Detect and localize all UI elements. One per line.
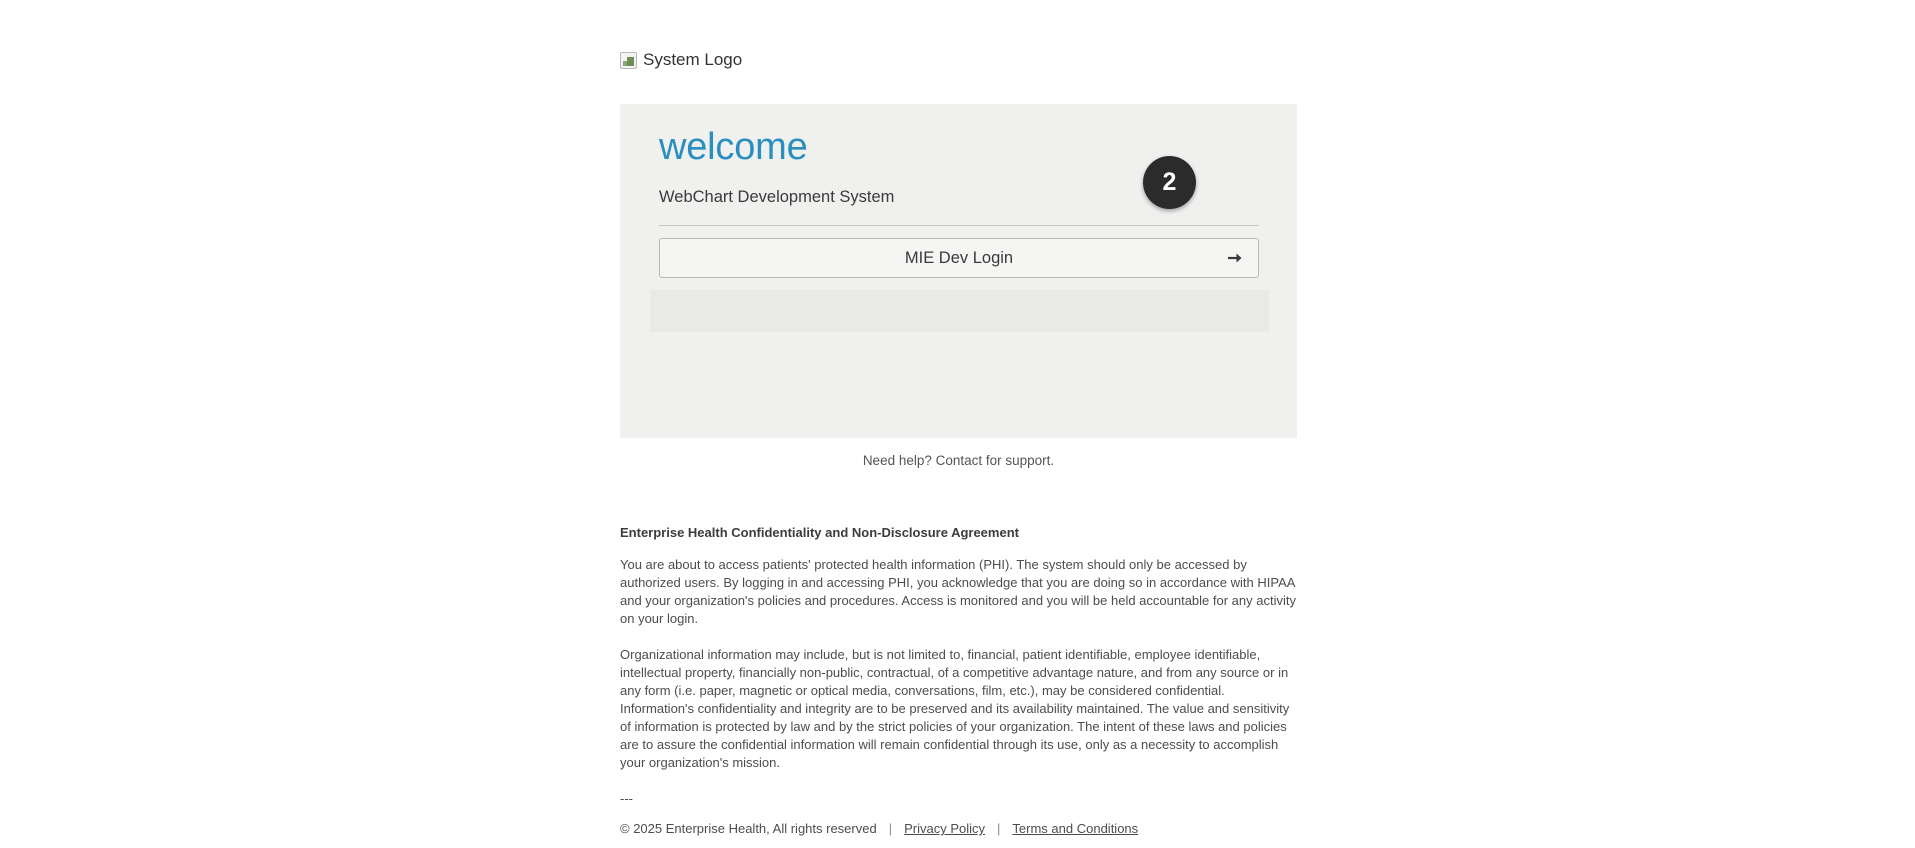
footer-divider-2: | [997, 821, 1001, 836]
mie-dev-login-label: MIE Dev Login [904, 248, 1014, 267]
footer-divider-1: | [888, 821, 893, 836]
system-subtitle: WebChart Development System [659, 188, 895, 206]
broken-image-icon [620, 52, 637, 69]
system-logo-alt-text: System Logo [643, 50, 743, 69]
system-logo [620, 50, 742, 70]
legal-paragraph-2: Organizational information may include, but is not limited to, financial, patient identifiable, employee identifiable, intellectual property, financially non-public, contractual, of a competitive advantage nature, and from any source or in any form (i.e. paper, magnetic or optical media, conversations, film, etc.), may be considered confidential. Information's confidentiality and integrity are to be preserved and its availability maintained. The value and sensitivity of information is protected by law and by the strict policies of your organization. The intent of these laws and policies are to assure the confidential information will remain confidential through its use, only as a necessity to accomplish your organization's mission. [620, 647, 1290, 770]
footer [620, 820, 1300, 838]
login-card [620, 104, 1297, 438]
arrow-right-icon [1226, 249, 1244, 267]
support-help-text: Need help? Contact for support. [862, 453, 1055, 468]
login-secondary-panel [650, 290, 1269, 332]
privacy-policy-link[interactable]: Privacy Policy [904, 821, 986, 836]
legal-paragraph-1: You are about to access patients' protected health information (PHI). The system should only be accessed by authorized users. By logging in and accessing PHI, you acknowledge that you are doing so in accordance with HIPAA and your organization's policies and procedures. Access is monitored and you will be held accountable for any activity on your login. [620, 557, 1296, 626]
step-badge-number: 2 [1162, 168, 1177, 196]
terms-and-conditions-link[interactable]: Terms and Conditions [1012, 821, 1139, 836]
welcome-heading: welcome [659, 126, 808, 168]
header-divider [659, 225, 1259, 226]
legal-separator: --- [620, 791, 633, 806]
step-badge [1143, 156, 1196, 209]
mie-dev-login-button[interactable] [659, 238, 1259, 278]
copyright-text: © 2025 Enterprise Health, All rights reserved [620, 821, 877, 836]
legal-heading: Enterprise Health Confidentiality and Non-Disclosure Agreement [620, 525, 1019, 540]
legal-section [620, 525, 1300, 838]
